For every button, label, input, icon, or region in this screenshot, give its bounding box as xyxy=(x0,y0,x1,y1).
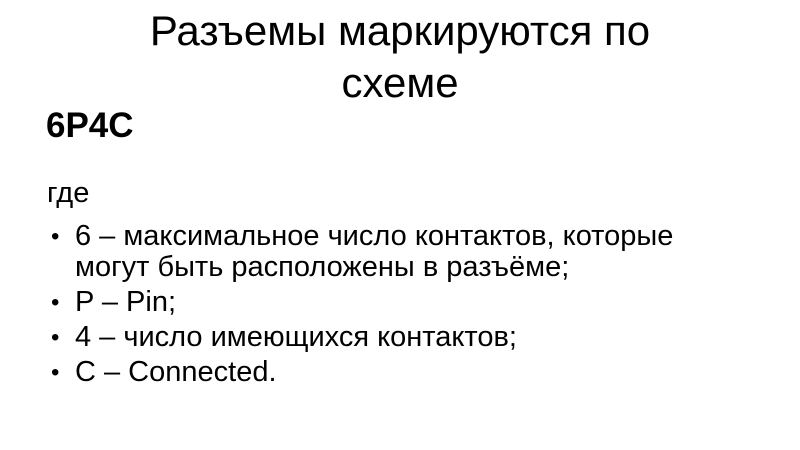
bullet-text: 6 – максимальное число контактов, которые могут быть расположены в разъёме; xyxy=(75,220,674,283)
slide-title-line-1: Разъемы маркируются по xyxy=(149,7,651,54)
bullet-text: 4 – число имеющихся контактов; xyxy=(75,321,517,353)
slide-title-line-2: схеме xyxy=(341,59,459,106)
bullet-dot-icon: • xyxy=(51,324,60,351)
connector-code-heading: 6P4C xyxy=(46,106,134,145)
bullet-dot-icon: • xyxy=(51,289,60,316)
bullet-text: P – Pin; xyxy=(75,286,177,318)
bullet-dot-icon: • xyxy=(51,359,60,386)
bullet-item-max-contacts xyxy=(47,221,695,283)
bullet-item-pin xyxy=(47,287,695,318)
where-label: где xyxy=(47,177,90,209)
slide-title xyxy=(0,5,800,109)
bullet-text: C – Connected. xyxy=(75,356,277,388)
bullet-item-connected xyxy=(47,357,695,388)
bullet-item-present-contacts xyxy=(47,322,695,353)
bullet-dot-icon: • xyxy=(51,223,60,250)
bullet-list xyxy=(47,221,695,392)
